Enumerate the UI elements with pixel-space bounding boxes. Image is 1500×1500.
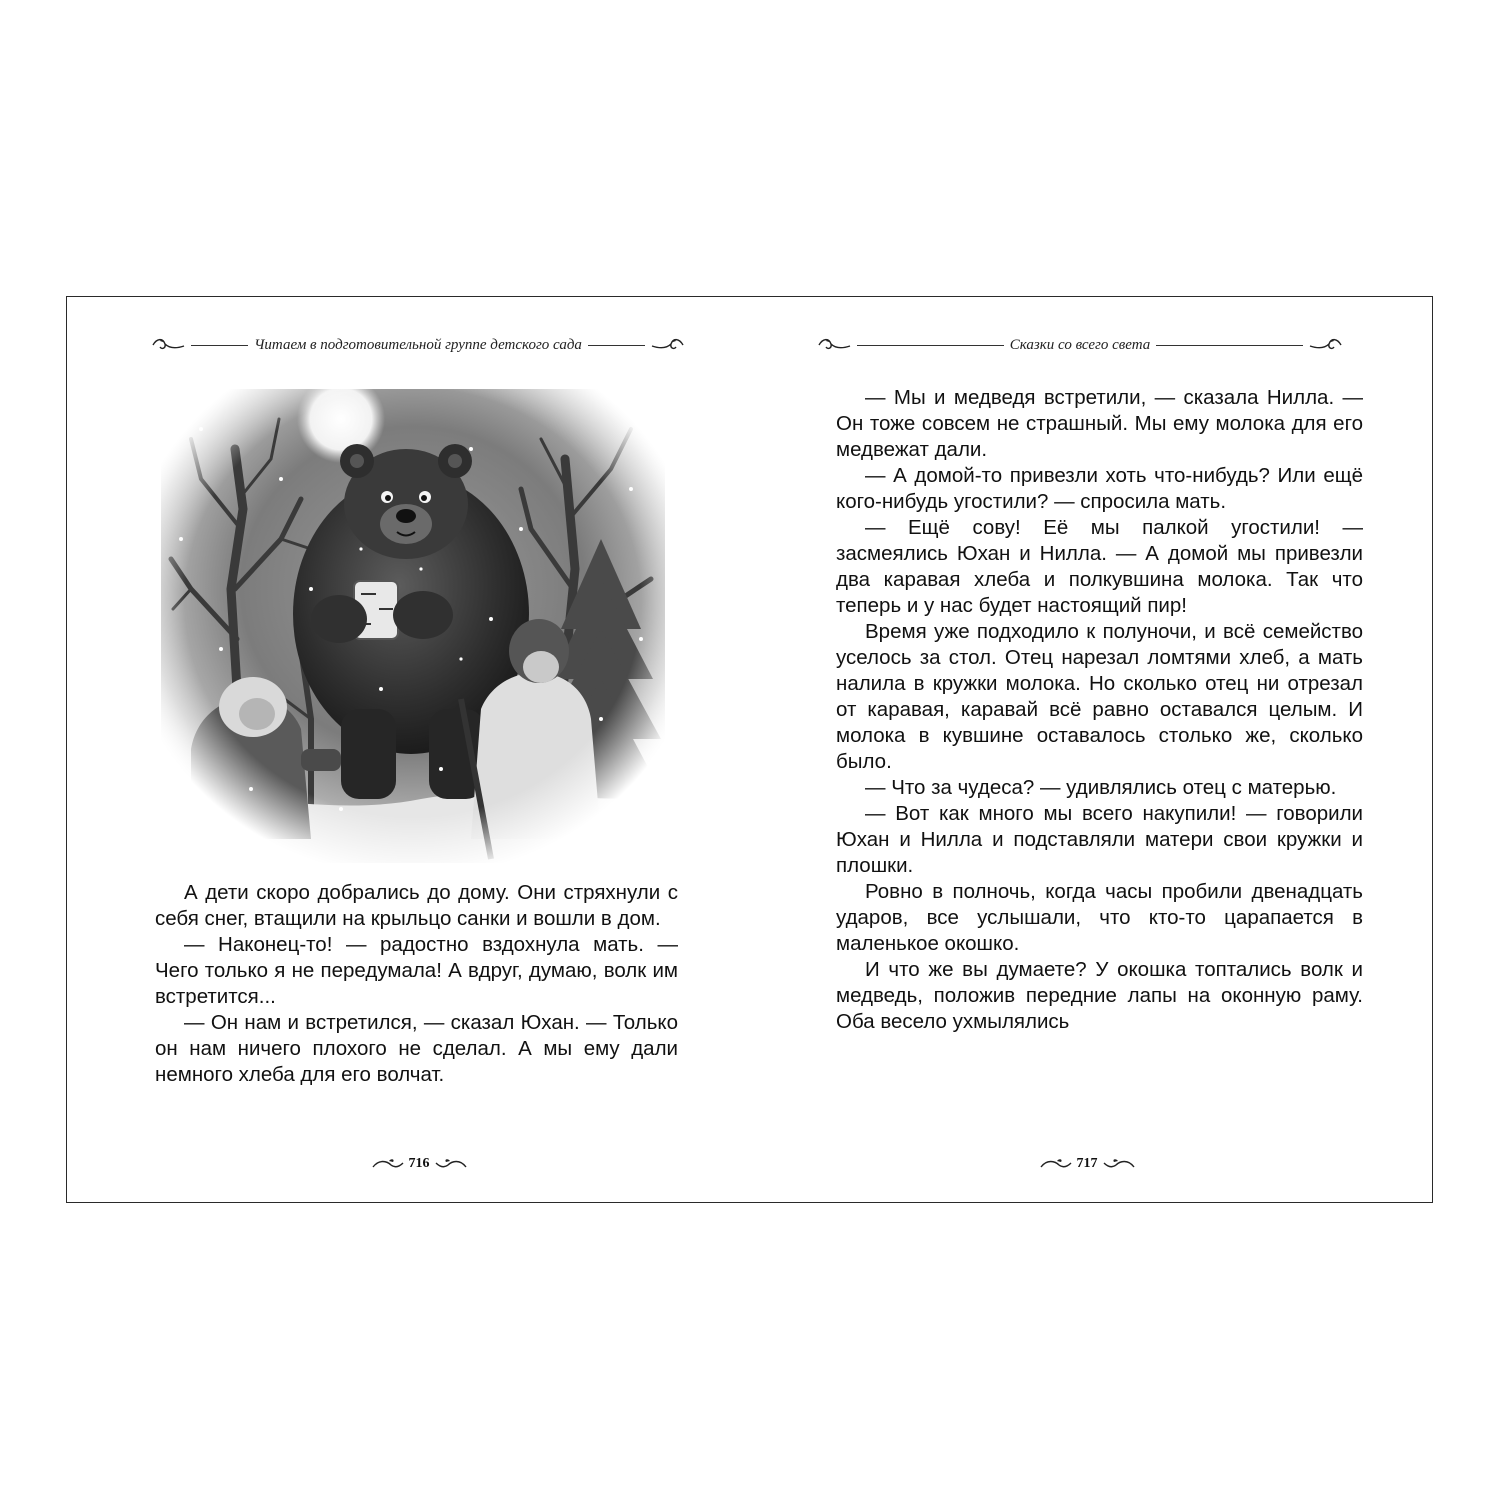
running-head-title: Читаем в подготовительной группе детского сада [254, 336, 582, 353]
right-page-text [836, 385, 1363, 1035]
flourish-left-icon [1039, 1155, 1073, 1173]
rule-line [1156, 345, 1303, 346]
paragraph: — Мы и медведя встретили, — сказала Нилла. — Он тоже совсем не страшный. Мы ему молока для его медвежат дали. [836, 386, 1363, 461]
rule-line [191, 345, 248, 346]
paragraph: — Ещё сову! Её мы палкой угостили! — засмеялись Юхан и Нилла. — А домой мы привезли два каравая хлеба и полкувшина молока. Так что теперь и у нас будет настоящий пир! [836, 516, 1363, 617]
left-page-text [155, 880, 678, 1088]
flourish-right-icon [1309, 336, 1343, 354]
flourish-right-icon [651, 336, 685, 354]
flourish-left-icon [817, 336, 851, 354]
page-number-right [1035, 1149, 1139, 1179]
paragraph: — Он нам и встретился, — сказал Юхан. — Только он нам ничего плохого не сделал. А мы ему дали немного хлеба для его волчат. [155, 1011, 678, 1086]
left-page [67, 297, 750, 1202]
rule-line [588, 345, 645, 346]
page-number: 717 [1076, 1156, 1098, 1171]
running-head-right [817, 333, 1343, 357]
flourish-left-icon [151, 336, 185, 354]
rule-line [857, 345, 1004, 346]
paragraph: А дети скоро добрались до дому. Они стряхнули с себя снег, втащили на крыльцо санки и вошли в дом. [155, 881, 678, 930]
paragraph: — Наконец-то! — радостно вздохнула мать. — Чего только я не передумала! А вдруг, думаю, волк им встретится... [155, 933, 678, 1008]
paragraph: Время уже подходило к полуночи, и всё семейство уселось за стол. Отец нарезал ломтями хлеб, а мать налила в кружки молока. Но сколько отец ни отрезал от каравая, каравай всё равно оставался целым. И молока в кувшине оставалось столько же, сколько было. [836, 620, 1363, 773]
paragraph: И что же вы думаете? У окошка топтались волк и медведь, положив передние лапы на оконную раму. Оба весело ухмылялись [836, 958, 1363, 1033]
flourish-left-icon [371, 1155, 405, 1173]
paragraph: — А домой-то привезли хоть что-нибудь? Или ещё кого-нибудь угостили? — спросила мать. [836, 464, 1363, 513]
running-head-title: Сказки со всего света [1009, 336, 1151, 353]
running-head-left [151, 333, 685, 357]
paragraph: Ровно в полночь, когда часы пробили двенадцать ударов, все услышали, что кто-то царапается в маленькое окошко. [836, 880, 1363, 955]
right-page [750, 297, 1434, 1202]
page-number: 716 [408, 1156, 430, 1171]
paragraph: — Что за чудеса? — удивлялись отец с матерью. [865, 776, 1337, 799]
book-spread [66, 296, 1433, 1203]
bear-and-children-illustration [161, 389, 665, 863]
flourish-right-icon [434, 1155, 468, 1173]
flourish-right-icon [1102, 1155, 1136, 1173]
page-number-left [367, 1149, 471, 1179]
paragraph: — Вот как много мы всего накупили! — говорили Юхан и Нилла и подставляли матери свои кружки и плошки. [836, 802, 1363, 877]
